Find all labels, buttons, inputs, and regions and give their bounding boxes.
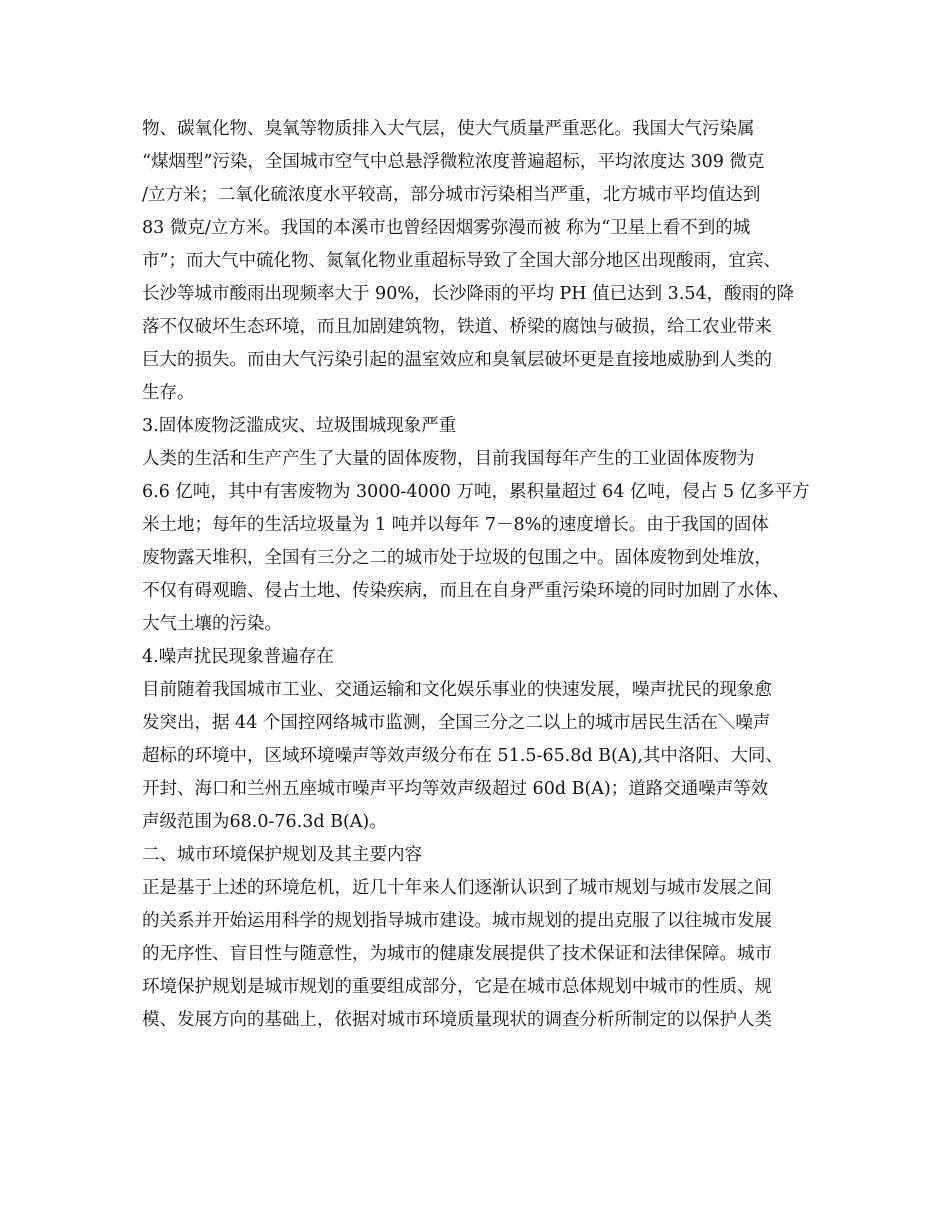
text-line: 正是基于上述的环境危机，近几十年来人们逐渐认识到了城市规划与城市发展之间: [142, 878, 772, 898]
text-line: 落不仅破坏生态环境，而且加剧建筑物，铁道、桥梁的腐蚀与破损，给工农业带来: [142, 317, 772, 337]
text-line: 人类的生活和生产产生了大量的固体废物，目前我国每年产生的工业固体废物为: [142, 449, 755, 469]
text-line: 市”；而大气中硫化物、氮氧化物业重超标导致了全国大部分地区出现酸雨，宜宾、: [142, 251, 781, 271]
text-line: 生存。: [142, 383, 195, 403]
text-line: 的无序性、盲目性与随意性，为城市的健康发展提供了技术保证和法律保障。城市: [142, 944, 772, 964]
text-line: 发突出，据 44 个国控网络城市监测，全国三分之二以上的城市居民生活在＼噪声: [142, 713, 771, 733]
text-line: /立方米；二氧化硫浓度水平较高，部分城市污染相当严重，北方城市平均值达到: [142, 185, 761, 205]
text-line: 不仅有碍观瞻、侵占土地、传染疾病，而且在自身严重污染环境的同时加剧了水体、: [142, 581, 790, 601]
text-line: 83 微克/立方米。我国的本溪市也曾经因烟雾弥漫而被 称为“卫星上看不到的城: [142, 218, 751, 238]
section-heading: 二、城市环境保护规划及其主要内容: [142, 845, 422, 865]
section-heading: 3.固体废物泛滥成灾、垃圾围城现象严重: [142, 416, 457, 436]
text-line: 巨大的损失。而由大气污染引起的温室效应和臭氧层破坏更是直接地威胁到人类的: [142, 350, 772, 370]
text-line: 目前随着我国城市工业、交通运输和文化娱乐事业的快速发展，噪声扰民的现象愈: [142, 680, 772, 700]
text-line: 大气土壤的污染。: [142, 614, 282, 634]
text-line: “煤烟型”污染，全国城市空气中总悬浮微粒浓度普遍超标，平均浓度达 309 微克: [142, 152, 765, 172]
text-line: 模、发展方向的基础上，依据对城市环境质量现状的调查分析所制定的以保护人类: [142, 1010, 772, 1030]
text-line: 的关系并开始运用科学的规划指导城市建设。城市规划的提出克服了以往城市发展: [142, 911, 772, 931]
text-line: 废物露天堆积，全国有三分之二的城市处于垃圾的包围之中。固体废物到处堆放，: [142, 548, 772, 568]
text-line: 超标的环境中，区域环境噪声等效声级分布在 51.5-65.8d B(A),其中洛阳、大同、: [142, 746, 783, 766]
text-line: 物、碳氧化物、臭氧等物质排入大气层，使大气质量严重恶化。我国大气污染属: [142, 119, 755, 139]
body-text: [142, 113, 832, 1037]
text-line: 环境保护规划是城市规划的重要组成部分，它是在城市总体规划中城市的性质、规: [142, 977, 772, 997]
text-line: 6.6 亿吨，其中有害废物为 3000-4000 万吨，累积量超过 64 亿吨，侵占 5 亿多平方: [142, 482, 810, 502]
text-line: 开封、海口和兰州五座城市噪声平均等效声级超过 60d B(A)；道路交通噪声等效: [142, 779, 769, 799]
text-line: 长沙等城市酸雨出现频率大于 90%，长沙降雨的平均 PH 值已达到 3.54，酸雨的降: [142, 284, 795, 304]
section-heading: 4.噪声扰民现象普遍存在: [142, 647, 334, 667]
text-line: 米土地；每年的生活垃圾量为 1 吨并以每年 7－8%的速度增长。由于我国的固体: [142, 515, 769, 535]
text-line: 声级范围为68.0-76.3d B(A)。: [142, 812, 387, 832]
